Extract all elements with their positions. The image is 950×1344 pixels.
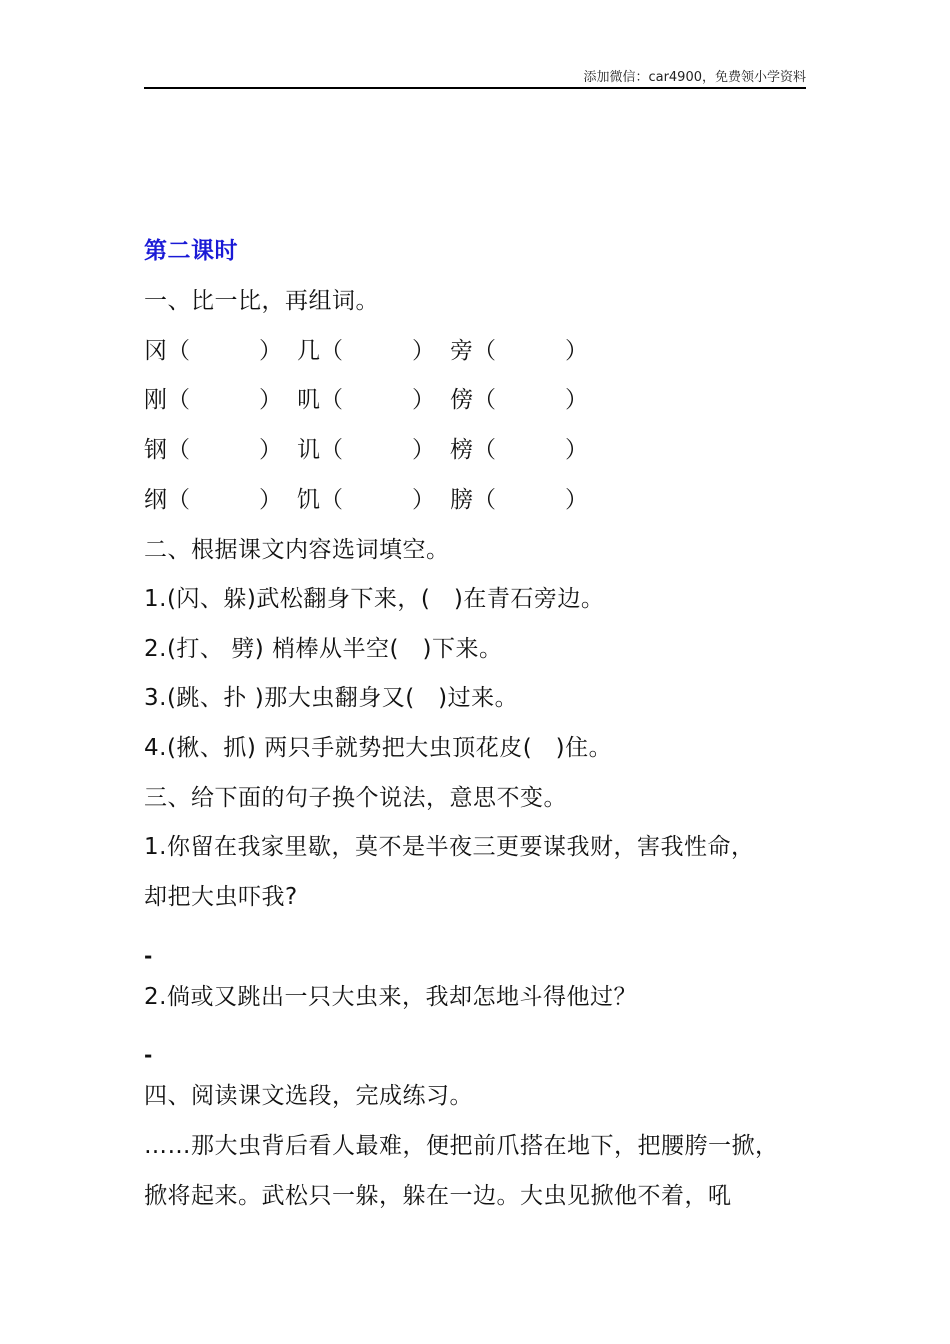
compare-cell: 旁（ ） [450, 338, 588, 364]
fill-item-1: 1.(闪、躲)武松翻身下来，( )在青石旁边。 [144, 586, 605, 612]
compare-cell: 榜（ ） [450, 437, 588, 463]
answer-dash-2: - [144, 1043, 153, 1067]
lesson-title: 第二课时 [144, 238, 238, 264]
compare-cell: 刚（ ） [144, 387, 282, 413]
compare-cell: 钢（ ） [144, 437, 282, 463]
section1-heading: 一、比一比，再组词。 [144, 288, 379, 314]
compare-cell: 膀（ ） [450, 487, 588, 513]
compare-cell: 几（ ） [297, 338, 435, 364]
fill-item-4: 4.(揪、抓) 两只手就势把大虫顶花皮( )住。 [144, 735, 613, 761]
passage-line-2: 掀将起来。武松只一躲，躲在一边。大虫见掀他不着，吼 [144, 1183, 732, 1209]
fill-item-2: 2.(打、 劈) 梢棒从半空( )下来。 [144, 636, 503, 662]
header-text: 添加微信：car4900，免费领小学资料 [583, 70, 806, 85]
passage-line-1: ……那大虫背后看人最难，便把前爪搭在地下，把腰胯一掀， [144, 1133, 779, 1159]
rewrite-q1-line1: 1.你留在我家里歇，莫不是半夜三更要谋我财，害我性命， [144, 834, 755, 860]
header-divider [144, 87, 806, 89]
compare-cell: 冈（ ） [144, 338, 282, 364]
section4-heading: 四、阅读课文选段，完成练习。 [144, 1083, 473, 1109]
rewrite-q1-line2: 却把大虫吓我? [144, 884, 298, 910]
section2-heading: 二、根据课文内容选词填空。 [144, 537, 450, 563]
section3-heading: 三、给下面的句子换个说法，意思不变。 [144, 785, 567, 811]
compare-cell: 傍（ ） [450, 387, 588, 413]
compare-cell: 纲（ ） [144, 487, 282, 513]
compare-cell: 叽（ ） [297, 387, 435, 413]
answer-dash-1: - [144, 944, 153, 968]
fill-item-3: 3.(跳、扑 )那大虫翻身又( )过来。 [144, 685, 519, 711]
rewrite-q2: 2.倘或又跳出一只大虫来，我却怎地斗得他过？ [144, 984, 637, 1010]
compare-cell: 饥（ ） [297, 487, 435, 513]
compare-cell: 讥（ ） [297, 437, 435, 463]
